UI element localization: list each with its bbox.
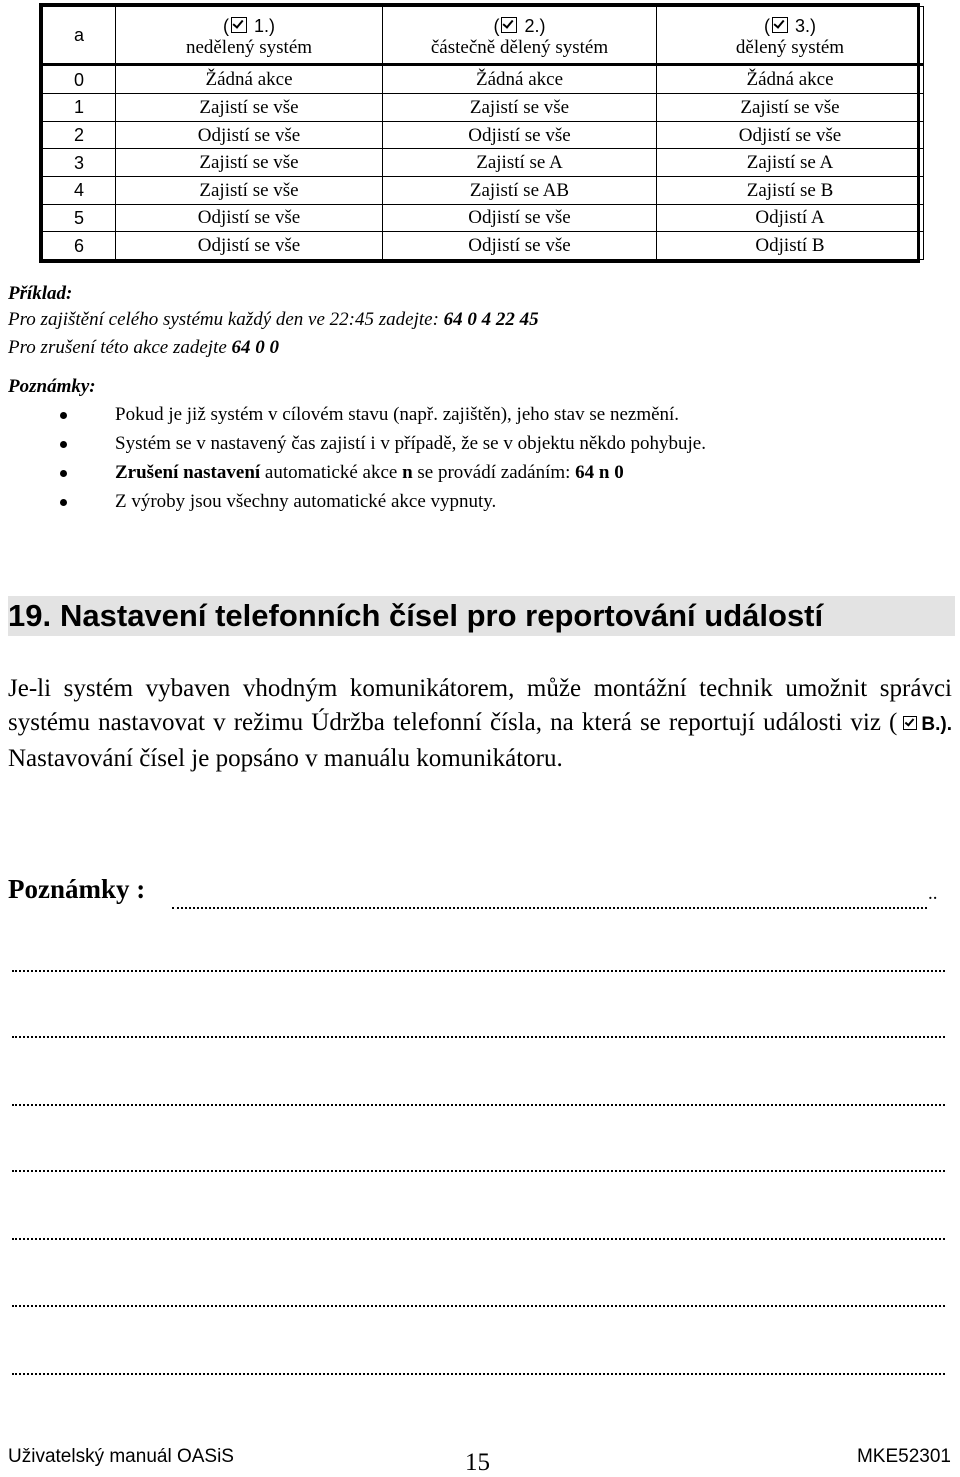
row-number: 2 (43, 121, 116, 149)
bullet-icon (60, 499, 67, 506)
table-row (43, 177, 924, 205)
table-cell: Zajistí se vše (116, 149, 383, 177)
footer-page-number: 15 (465, 1449, 490, 1476)
dotted-line (12, 970, 945, 972)
table-cell: Zajistí se vše (116, 94, 383, 122)
footer-manual-title: Uživatelský manuál OASiS (8, 1446, 234, 1467)
header-partially-divided-system: ( 2.) částečně dělený systém (383, 7, 657, 65)
row-number: 1 (43, 94, 116, 122)
table-cell: Zajistí se AB (383, 177, 657, 205)
table-corner-cell: a (43, 7, 116, 65)
table-cell: Odjistí se vše (383, 204, 657, 232)
bullet-icon (60, 441, 67, 448)
header-undivided-system: ( 1.) nedělený systém (116, 7, 383, 65)
table-cell: Odjistí se vše (383, 232, 657, 260)
dotted-line (172, 907, 927, 909)
table-cell: Odjistí se vše (116, 232, 383, 260)
table-cell: Odjistí se vše (116, 121, 383, 149)
footer-doc-code: MKE52301 (856, 1446, 951, 1467)
table-row (43, 232, 924, 260)
notes-label: Poznámky: (8, 376, 96, 397)
table-row (43, 149, 924, 177)
table-cell: Odjistí se vše (657, 121, 924, 149)
list-item: Zrušení nastavení automatické akce n se provádí zadáním: 64 n 0 (60, 462, 706, 491)
example-label: Příklad: (8, 283, 73, 304)
table-cell: Zajistí se vše (657, 94, 924, 122)
table-cell: Zajistí se vše (383, 94, 657, 122)
dotted-line (12, 1104, 945, 1106)
row-number: 6 (43, 232, 116, 260)
example-line-1: Pro zajištění celého systému každý den ve 22:45 zadejte: 64 0 4 22 45 (8, 309, 539, 330)
bullet-icon (60, 412, 67, 419)
checkbox-icon (903, 716, 917, 730)
table-cell: Odjistí se vše (383, 121, 657, 149)
checkbox-icon (231, 17, 247, 33)
table-cell: Odjistí A (657, 204, 924, 232)
row-number: 4 (43, 177, 116, 205)
table-row (43, 65, 924, 94)
notes-list (60, 404, 706, 520)
section-heading (8, 596, 955, 636)
header-divided-system: ( 3.) dělený systém (657, 7, 924, 65)
dotted-line (12, 1238, 945, 1240)
row-number: 0 (43, 65, 116, 94)
dotted-line (12, 1305, 945, 1307)
table-row (43, 204, 924, 232)
notes-section-label: Poznámky : (8, 874, 146, 904)
checkbox-icon (501, 17, 517, 33)
table-header-row (43, 7, 924, 65)
table-cell: Zajistí se B (657, 177, 924, 205)
table-cell: Žádná akce (383, 65, 657, 94)
table-cell: Zajistí se A (383, 149, 657, 177)
section-paragraph: Je-li systém vybaven vhodným komunikátorem, může montážní technik umožnit správci systému nastavovat v režimu Údržba telefonní čísla, na která se reportují události viz ( B.). Nastavování čísel je popsáno v manuálu komunikátoru. (8, 675, 952, 772)
list-item: Z výroby jsou všechny automatické akce vypnuty. (60, 491, 706, 520)
dotted-line (12, 1373, 945, 1375)
list-item: Pokud je již systém v cílovém stavu (např. zajištěn), jeho stav se nezmění. (60, 404, 706, 433)
list-item: Systém se v nastavený čas zajistí i v případě, že se v objektu někdo pohybuje. (60, 433, 706, 462)
table-cell: Žádná akce (657, 65, 924, 94)
bullet-icon (60, 470, 67, 477)
example-line-2: Pro zrušení této akce zadejte 64 0 0 (8, 337, 280, 358)
table-cell: Odjistí se vše (116, 204, 383, 232)
section-number: 19. (8, 598, 52, 633)
row-number: 3 (43, 149, 116, 177)
table-cell: Zajistí se vše (116, 177, 383, 205)
table-row (43, 121, 924, 149)
dotted-line (12, 1036, 945, 1038)
automatic-actions-table (39, 3, 920, 263)
checkbox-icon (772, 17, 788, 33)
table-cell: Zajistí se A (657, 149, 924, 177)
section-title: Nastavení telefonních čísel pro reportování událostí (60, 598, 824, 633)
row-number: 5 (43, 204, 116, 232)
dotted-line (12, 1170, 945, 1172)
table-cell: Odjistí B (657, 232, 924, 260)
table-cell: Žádná akce (116, 65, 383, 94)
table-row (43, 94, 924, 122)
dotted-line-end: .. (928, 883, 938, 904)
